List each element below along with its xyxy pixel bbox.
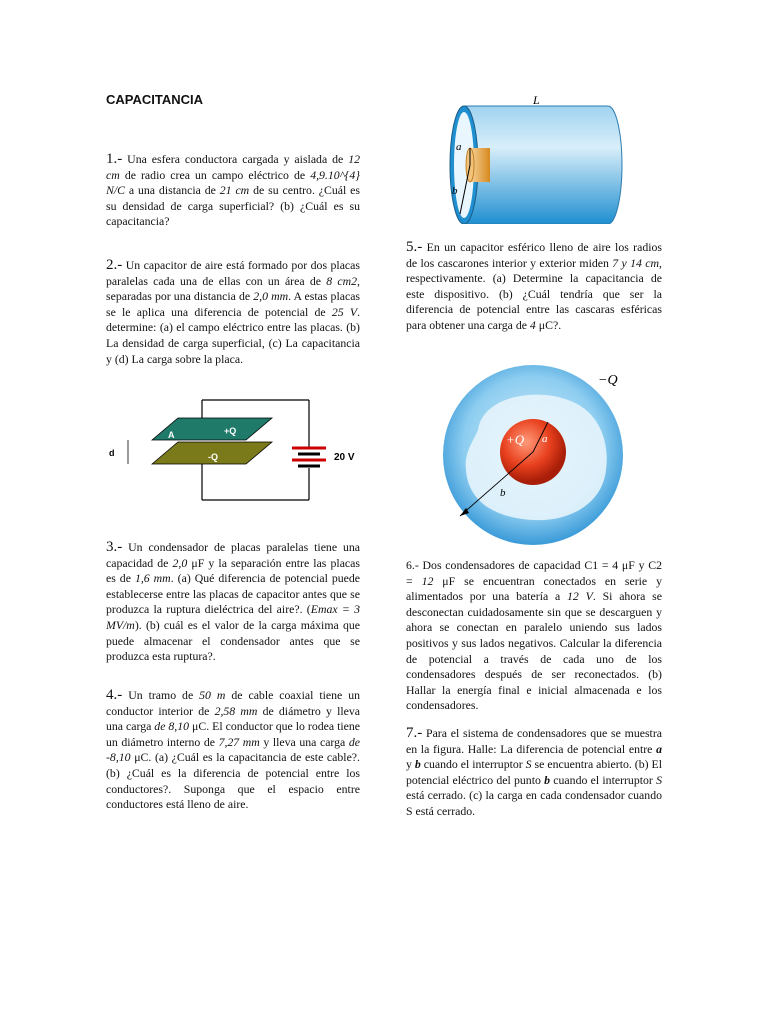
problem-7-value: S xyxy=(656,772,662,787)
inner-charge-label: +Q xyxy=(506,432,525,447)
problem-2-text: . A estas placas se le aplica una diferencia de potencial de xyxy=(106,289,361,319)
problem-4-value: de 8,10 xyxy=(154,719,190,734)
problem-7-text: y xyxy=(406,757,415,772)
problem-4 xyxy=(106,688,360,813)
problem-1-value: 12 cm xyxy=(106,152,360,182)
problem-3-value: 2,0 xyxy=(172,555,188,570)
problem-4-text: Un tramo de xyxy=(122,688,200,702)
problem-4-value: 2,58 mm xyxy=(214,703,258,718)
problem-1-text: Una esfera conductora cargada y aislada de xyxy=(122,152,349,166)
spherical-capacitor-figure xyxy=(438,360,638,548)
outer-charge-label: −Q xyxy=(598,373,618,388)
problem-7-number: 7.- xyxy=(406,725,423,741)
problem-4-text: y lleva una carga xyxy=(259,734,349,749)
problem-2-value: 25 V xyxy=(331,304,358,319)
problem-6 xyxy=(406,558,662,714)
problem-2-text: , separadas por una distancia de xyxy=(106,273,360,304)
problem-1-value: 4,9.10^{4} N/C xyxy=(106,167,360,198)
problem-2 xyxy=(106,258,360,367)
problem-5-value: 7 y 14 cm xyxy=(612,255,660,270)
problem-5-text: En un capacitor esférico lleno de aire los radios de los cascarones interior y exterior miden xyxy=(406,240,662,270)
problem-3-text: . (a) Qué diferencia de potencial puede establecerse entre las placas de capacitor antes que se produzca la ruptura dieléctrica del aire?. ( xyxy=(106,571,360,617)
inner-radius-label: a xyxy=(456,141,462,153)
problem-6-value: 12 V xyxy=(567,589,593,604)
problem-7-value: b xyxy=(544,772,551,787)
problem-4-text: de cable coaxial tiene un conductor interior de xyxy=(106,688,360,718)
problem-3-value: Emax = 3 MV/m xyxy=(106,602,361,632)
problem-7-text: cuando el interruptor xyxy=(550,772,657,787)
problem-4-text: μC. El conductor que lo rodea tiene un diámetro interno de xyxy=(106,719,360,749)
battery-icon xyxy=(292,448,326,466)
problem-3-number: 3.- xyxy=(106,539,123,555)
problem-6-text: μF se encuentran conectados en serie y alimentados por una batería a xyxy=(406,573,662,604)
problem-4-value: de -8,10 xyxy=(106,734,360,765)
problem-7-value: a xyxy=(656,741,662,756)
problem-3-text: Un condensador de placas paralelas tiene una capacidad de xyxy=(106,540,360,570)
minus-q-label: -Q xyxy=(208,452,218,462)
problem-4-text: μC. (a) ¿Cuál es la capacitancia de este cable?. (b) ¿Cuál es la diferencia de potencial entre los conductores?. Suponga que el espacio entre conductores está lleno de aire. xyxy=(106,750,360,812)
inner-radius-label: a xyxy=(542,433,548,445)
problem-5-text: μC?. xyxy=(535,317,562,332)
problem-2-number: 2.- xyxy=(106,257,123,273)
area-label: A xyxy=(168,430,175,440)
problem-7-text: Para el sistema de condensadores que se muestra en la figura. Halle: La diferencia de potencial entre xyxy=(406,726,662,756)
problem-4-text: de diámetro y lleva una carga xyxy=(106,703,361,734)
problem-6-text: . Si ahora se desconectan cuidadosamente sin que se descarguen y ahora se conectan en paralelo uniendo sus lados positivos y sus lados negativos. Calcular la diferencia de potencial a través de cada uno de los condensadores después de ser reconectados. (b) Hallar la energía final e inicial almacenada e los condensadores. xyxy=(406,589,662,713)
problem-5-number: 5.- xyxy=(406,239,423,255)
problem-3-text: μF y la separación entre las placas es de xyxy=(106,555,360,586)
problem-6-value: 12 xyxy=(421,573,434,588)
outer-radius-label: b xyxy=(452,185,458,197)
problem-1-text: de su centro. ¿Cuál es su densidad de carga superficial? (b) ¿Cuál es su capacitancia? xyxy=(106,183,360,229)
gap-label: d xyxy=(109,448,115,458)
problem-7-value: b xyxy=(414,757,421,772)
problem-3-value: 1,6 mm xyxy=(134,571,171,586)
voltage-label: 20 V xyxy=(334,452,355,463)
problem-1-value: 21 cm xyxy=(219,183,250,198)
problem-4-value: 7,27 mm xyxy=(218,734,260,749)
problem-6-text: Dos condensadores de capacidad C1 = 4 μF y C2 = xyxy=(406,558,662,588)
problem-1-text: de radio crea un campo eléctrico de xyxy=(119,167,311,182)
problem-4-value: 50 m xyxy=(199,688,226,702)
coaxial-cable-figure xyxy=(440,92,626,224)
parallel-plate-capacitor-figure xyxy=(104,396,366,506)
problem-7 xyxy=(406,726,662,820)
problem-7-text: está cerrado. (c) la carga en cada condensador cuando S está cerrado. xyxy=(406,788,662,818)
outer-radius-label: b xyxy=(500,487,506,499)
problem-7-text: cuando el interruptor xyxy=(420,757,526,772)
length-label: L xyxy=(533,93,540,107)
problem-5-text: , respectivamente. (a) Determine la capacitancia de este dispositivo. (b) ¿Cuál tendría que ser la diferencia de potencial entre las cascaras esféricas para obtener una carga de xyxy=(406,255,662,332)
problem-2-value: 8 cm2 xyxy=(326,273,358,288)
problem-1-number: 1.- xyxy=(106,151,123,167)
problem-5 xyxy=(406,240,662,334)
problem-2-text: Un capacitor de aire está formado por dos placas paralelas cada una de ellas con un área de xyxy=(106,258,360,288)
problem-7-value: S xyxy=(525,757,532,772)
problem-4-number: 4.- xyxy=(106,687,123,703)
problem-1 xyxy=(106,152,360,230)
problem-2-text: . determine: (a) el campo eléctrico entre las placas. (b) La densidad de carga superficial, (c) La capacitancia y (d) La carga sobre la placa. xyxy=(106,304,361,366)
problem-3 xyxy=(106,540,360,665)
problem-7-text: se encuentra abierto. (b) El potencial eléctrico del punto xyxy=(406,757,663,787)
problem-2-value: 2,0 mm xyxy=(253,289,289,304)
problem-1-text: a una distancia de xyxy=(125,183,220,198)
problem-6-number: 6.- xyxy=(406,558,419,572)
problem-3-text: ). (b) cuál es el valor de la carga máxima que puede almacenar el condensador antes que se produzca esta ruptura?. xyxy=(106,617,360,664)
plus-q-label: +Q xyxy=(224,426,237,436)
problem-5-value: 4 xyxy=(529,317,536,332)
page-title: CAPACITANCIA xyxy=(106,92,204,107)
